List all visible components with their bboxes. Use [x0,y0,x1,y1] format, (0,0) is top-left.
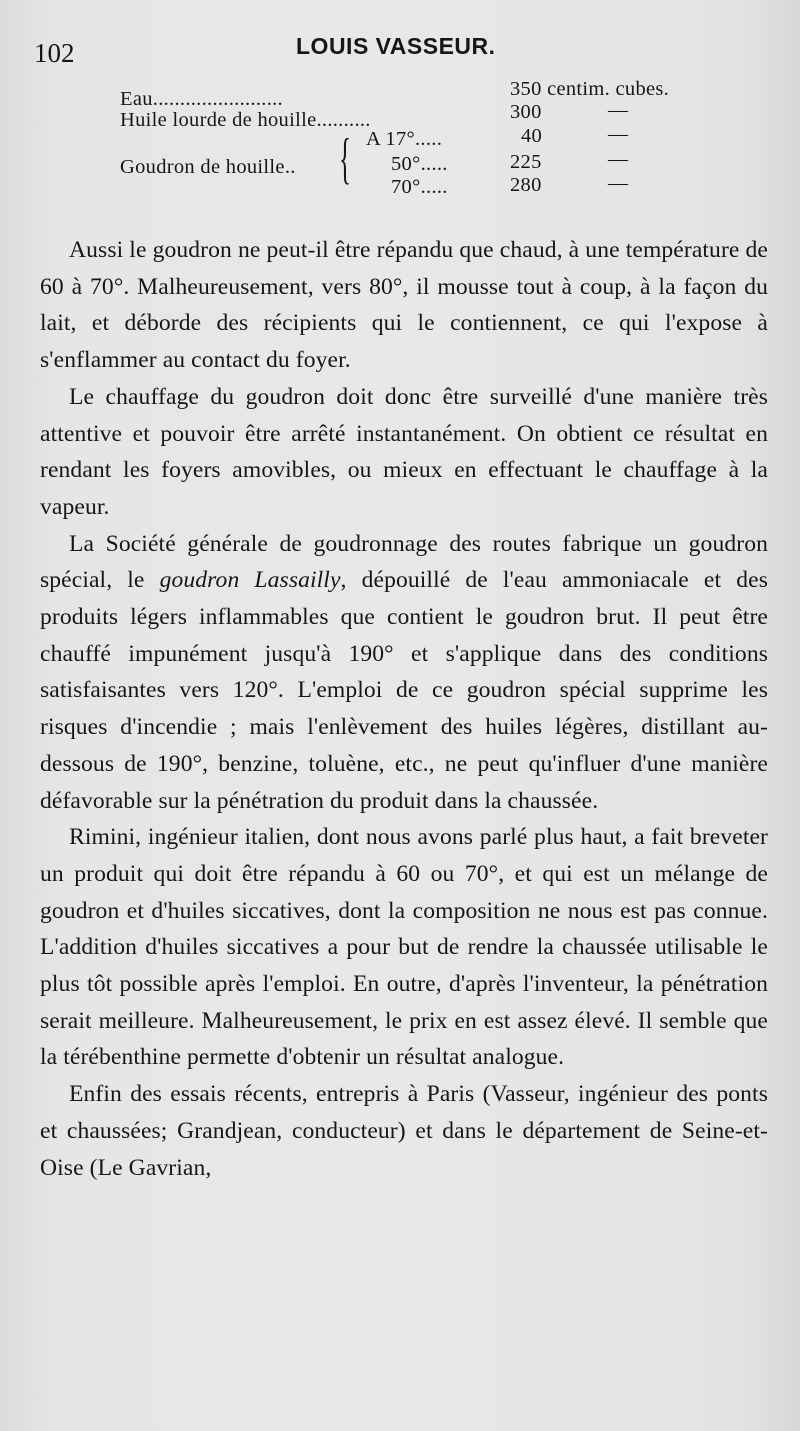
table-brace: { [339,128,352,190]
paragraph: Enfin des essais récents, entrepris à Paris (Vasseur, ingénieur des ponts et chaussées; Grandjean, conducteur) et dans le département de Seine-et-Oise (Le Gavrian, [40,1081,768,1181]
table-row-value: 280 [510,174,542,196]
paragraph: Le chauffage du goudron doit donc être surveillé d'une manière très attentive et pouvoir être arrêté instantanément. On obtient ce résultat en rendant les foyers amovibles, ou mieux en effectuant le chauffage à la vapeur. [40,383,768,520]
table-row-value: 225 [510,151,542,173]
table-row-value: 40 [521,125,543,147]
product-name-italic: goudron Lassailly [159,567,341,594]
paragraph: Rimini, ingénieur italien, dont nous avons parlé plus haut, a fait breveter un produit qui doit être répandu à 60 ou 70°, et qui est un mélange de goudron et d'huiles siccatives, dont la composition ne nous est pas connue. L'addition d'huiles siccatives a pour but de rendre la chaussée utilisable le plus tôt possible après l'emploi. En outre, d'après l'inventeur, la pénétration serait meilleure. Malheureusement, le prix en est assez élevé. Il semble que la térébenthine permette d'obtenir un résultat analogue. [40,824,768,1071]
page-number: 102 [34,38,75,68]
running-head: LOUIS VASSEUR. [296,33,496,59]
table-row-sub: 50°..... [391,153,448,175]
ditto-dash: — [608,172,628,194]
table-row-sub: A 17°..... [366,128,443,150]
table-row-sub: 70°..... [391,176,448,198]
table-row-value: 350 centim. cubes. [510,78,670,100]
paragraph: Aussi le goudron ne peut-il être répandu que chaud, à une température de 60 à 70°. Malheureusement, vers 80°, il mousse tout à coup, à la façon du lait, et déborde des récipients qui le contiennent, ce qui l'expose à s'enflammer au contact du foyer. [40,237,768,374]
paragraph-text: , dépouillé de l'eau ammoniacale et des produits légers inflammables que contient le goudron brut. Il peut être chauffé impunément jusqu'à 190° et s'applique dans des conditions satisfaisantes vers 120°. L'emploi de ce goudron spécial supprime les risques d'incendie ; mais l'enlèvement des huiles légères, distillant au-dessous de 190°, benzine, toluène, etc., ne peut qu'influer d'une manière défavorable sur la pénétration du produit dans la chaussée. [40,567,768,814]
body-text [40,232,768,1186]
table-row-label: Huile lourde de houille.......... [120,109,371,131]
table-row-value: 300 [510,101,542,123]
table-row-label: Goudron de houille.. [120,156,296,178]
ditto-dash: — [608,123,628,145]
ditto-dash: — [608,99,628,121]
paragraph [40,526,768,820]
table-row-label: Eau........................ [120,88,283,110]
ditto-dash: — [608,148,628,170]
paragraph-text: La Société générale de goudronnage des routes fabrique un goudron spécial, le [40,530,768,594]
